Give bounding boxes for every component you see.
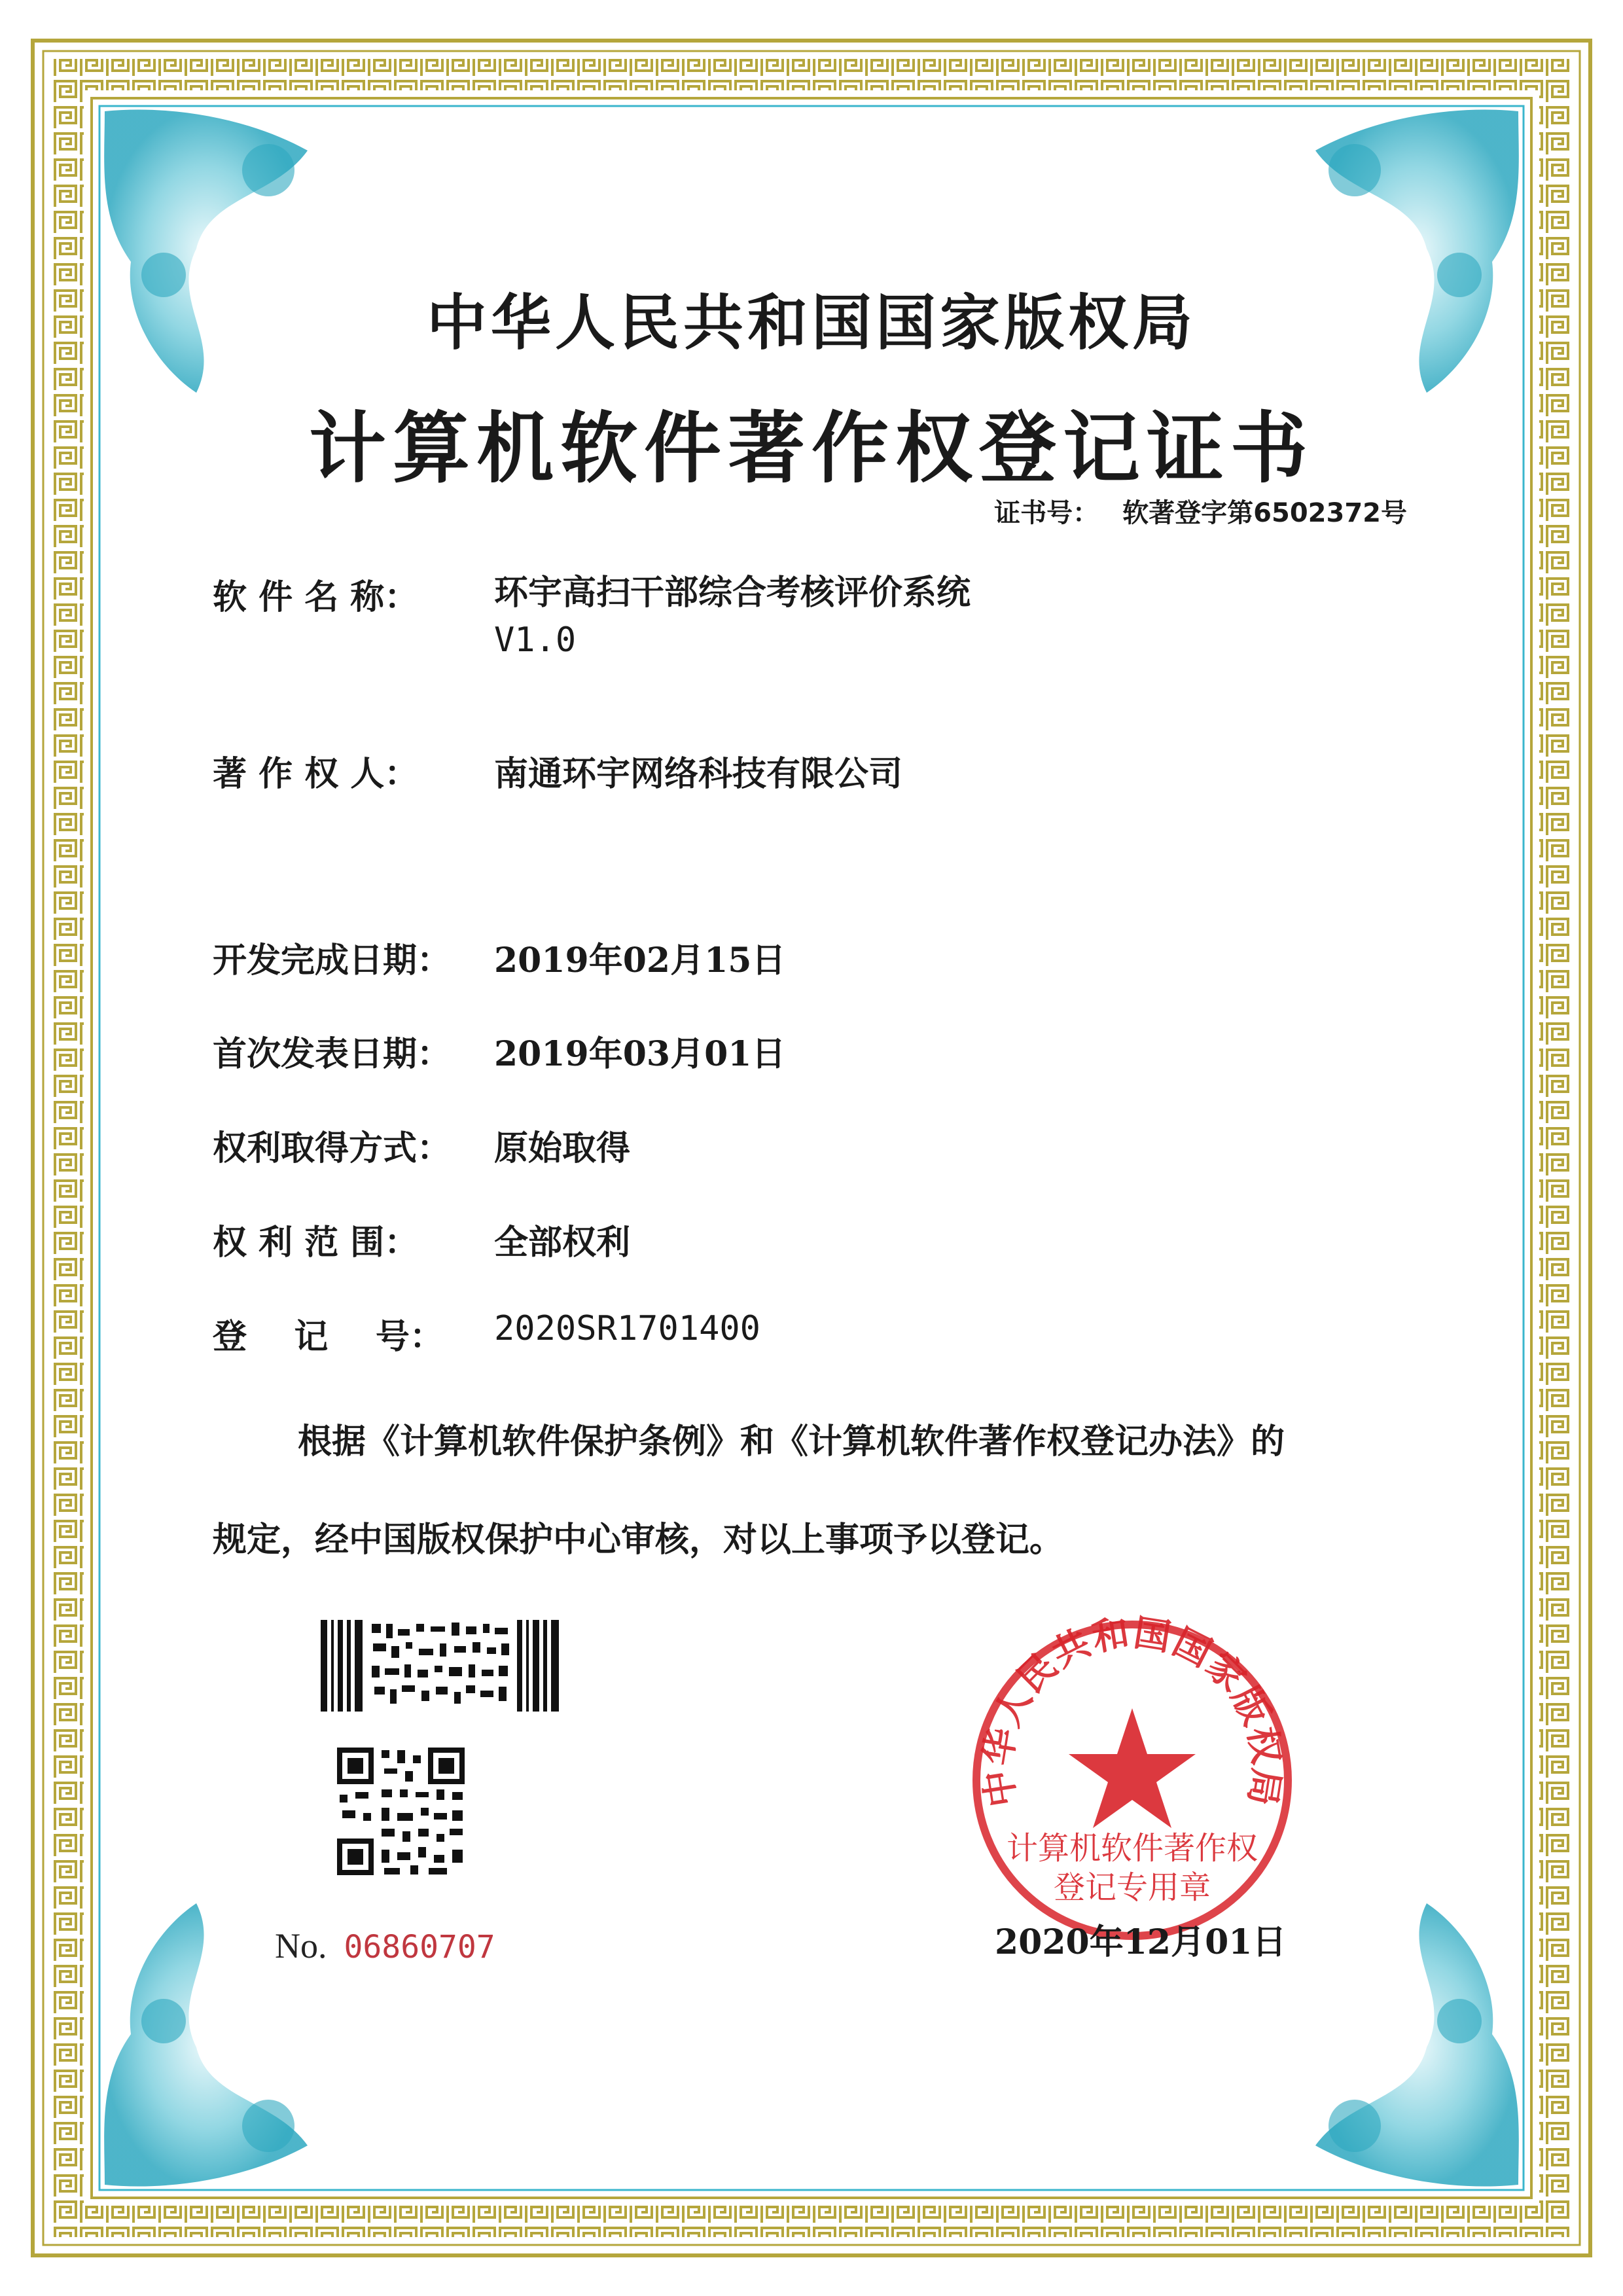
star-icon [1069,1708,1196,1828]
rights-scope-value: 全部权利 [494,1223,631,1263]
corner-ornament-bottom-right [1315,1903,1519,2187]
certificate-title: 计算机软件著作权登记证书 [308,403,1314,493]
official-seal [962,1610,1302,1950]
field-label: 权利取得方式： [213,1128,452,1168]
copyright-owner-value: 南通环宇网络科技有限公司 [494,754,903,794]
seal-arc-text: 中华人民共和国国家版权局 [976,1611,1289,1810]
serial-number [275,1926,495,1966]
field-label: 登 记 号： [213,1317,444,1357]
certificate-number-value: 软著登字第6502372号 [1122,498,1407,528]
development-date-value: 2019年02月15日 [494,941,786,980]
statement-line-1: 根据《计算机软件保护条例》和《计算机软件著作权登记办法》的 [298,1422,1285,1462]
acquisition-method-value: 原始取得 [494,1128,631,1168]
field-label: 开发完成日期： [213,941,452,980]
software-version-value: V1.0 [494,620,577,660]
certificate-number-label: 证书号： [994,498,1099,528]
publication-date-value: 2019年03月01日 [494,1034,786,1074]
serial-number-label: No. [275,1926,327,1965]
field-registration-number [213,1309,760,1358]
field-label: 著 作 权 人： [213,754,419,794]
field-publication-date [213,1026,785,1075]
statement-line-2: 规定，经中国版权保护中心审核，对以上事项予以登记。 [213,1520,1064,1560]
field-software-name [213,569,971,664]
registration-number-value: 2020SR1701400 [494,1309,760,1348]
field-label: 首次发表日期： [213,1034,452,1074]
field-label: 软 件 名 称： [213,577,419,617]
issuing-agency: 中华人民共和国国家版权局 [426,287,1196,358]
field-label: 权 利 范 围： [213,1223,419,1263]
barcode [321,1620,563,1712]
seal-line-1: 计算机软件著作权 [1006,1830,1258,1867]
qr-code [337,1748,465,1875]
seal-line-2: 登记专用章 [1053,1869,1211,1906]
certificate-number [994,492,1407,529]
issue-date: 2020年12月01日 [995,1922,1287,1962]
field-copyright-owner [213,746,902,795]
field-rights-scope [213,1215,630,1264]
serial-number-value: 06860707 [344,1929,495,1965]
field-acquisition-method [213,1121,630,1170]
software-name-value: 环宇高扫干部综合考核评价系统 [494,573,971,613]
field-development-date [213,933,785,982]
